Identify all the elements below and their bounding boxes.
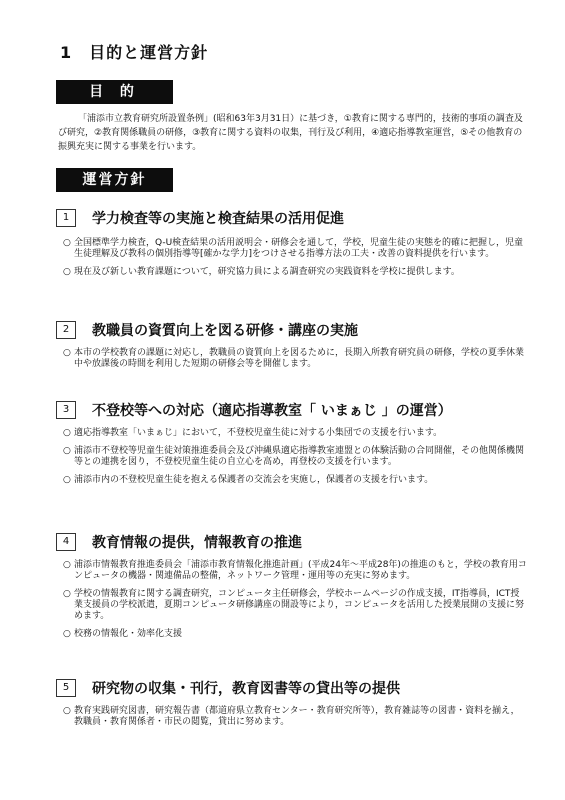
list-item (56, 238, 528, 260)
item-text: 現在及び新しい教育課題について，研究協力員による調査研究の実践資料を学校に提供します。 (74, 267, 460, 277)
section-title: 学力検査等の実施と検査結果の活用促進 (92, 211, 344, 227)
item-text: 浦添市情報教育推進委員会「浦添市教育情報化推進計画」(平成24年～平成28年)の推進のもと，学校の教育用コンピュータの機器・関連備品の整備，ネットワーク管理・運用等の充実に努めます。 (74, 560, 527, 581)
policy-banner: 運営方針 (56, 168, 173, 192)
item-text: 全国標準学力検査，Q-U検査結果の活用説明会・研修会を通して，学校，児童生徒の実態を的確に把握し，児童生徒理解及び教科の個別指導等[確かな学力]をつけさせる指導方法の工夫・改善の資料提供を行います。 (74, 238, 523, 259)
purpose-text: 「浦添市立教育研究所設置条例」(昭和63年3月31日）に基づき，①教育に関する専門的，技術的事項の調査及び研究，②教育関係職員の研修，③教育に関する資料の収集，刊行及び利用，④適応指導教室運営，⑤その他教育の振興充実に関する事業を行います。 (58, 114, 523, 152)
list-item (56, 446, 528, 468)
item-text: 浦添市不登校等児童生徒対策推進委員会及び沖縄県適応指導教室連盟との体験活動の合同開催，その他関係機関等との連携を図り，不登校児童生徒の自立心を高め，再登校の支援を行います。 (74, 446, 525, 467)
item-text: 本市の学校教育の課題に対応し，教職員の資質向上を図るために，長期入所教育研究員の研修，学校の夏季休業中や放課後の時間を利用した短期の研修会等を開催します。 (74, 348, 525, 369)
bullet-mark: ○ (63, 348, 71, 358)
section-heading (56, 208, 526, 228)
section-title: 教育情報の提供，情報教育の推進 (92, 535, 302, 551)
list-item (56, 428, 528, 439)
item-text: 適応指導教室「いまぁじ」において，不登校児童生徒に対する小集団での支援を行います。 (74, 428, 443, 438)
section-title: 研究物の収集・刊行，教育図書等の貸出等の提供 (92, 681, 400, 697)
item-text: 校務の情報化・効率化支援 (74, 629, 183, 639)
section-heading (56, 320, 526, 340)
section-number: 2 (56, 321, 76, 339)
bullet-mark: ○ (63, 706, 71, 716)
section-number: 4 (56, 533, 76, 551)
item-text: 浦添市内の不登校児童生徒を抱える保護者の交流会を実施し，保護者の支援を行います。 (74, 475, 434, 485)
item-text: 学校の情報教育に関する調査研究，コンピュータ主任研修会，学校ホームページの作成支援，IT指導員，ICT授業支援員の学校派遣，夏期コンピュータ研修講座の開設等により，コンピュータを活用した授業展開の支援に努めます。 (74, 589, 525, 621)
policy-section-2 (56, 320, 526, 370)
list-item (56, 348, 528, 370)
list-item (56, 589, 528, 622)
bullet-mark: ○ (63, 629, 71, 639)
section-number: 3 (56, 401, 76, 419)
list-item (56, 706, 528, 728)
section-number: 1 (56, 209, 76, 227)
list-item (56, 475, 528, 486)
item-text: 教育実践研究図書，研究報告書（都道府県立教育センター・教育研究所等），教育雑誌等の図書・資料を揃え，教職員・教育関係者・市民の閲覧，貸出に努めます。 (74, 706, 520, 727)
bullet-mark: ○ (63, 446, 71, 456)
section-heading (56, 532, 526, 552)
bullet-mark: ○ (63, 589, 71, 599)
section-title: 教職員の資質向上を図る研修・講座の実施 (92, 323, 358, 339)
list-item (56, 267, 528, 278)
policy-section-5 (56, 678, 526, 728)
bullet-mark: ○ (63, 560, 71, 570)
list-item (56, 629, 528, 640)
document-title: 1 目的と運営方針 (60, 43, 209, 62)
bullet-mark: ○ (63, 238, 71, 248)
policy-section-1 (56, 208, 526, 278)
section-number: 5 (56, 679, 76, 697)
policy-section-4 (56, 532, 526, 640)
bullet-mark: ○ (63, 428, 71, 438)
bullet-mark: ○ (63, 475, 71, 485)
section-heading (56, 678, 526, 698)
section-heading (56, 400, 526, 420)
purpose-banner: 目 的 (56, 80, 173, 104)
bullet-mark: ○ (63, 267, 71, 277)
list-item (56, 560, 528, 582)
section-title: 不登校等への対応（適応指導教室「 いまぁじ 」の運営） (92, 403, 452, 419)
policy-section-3 (56, 400, 526, 486)
